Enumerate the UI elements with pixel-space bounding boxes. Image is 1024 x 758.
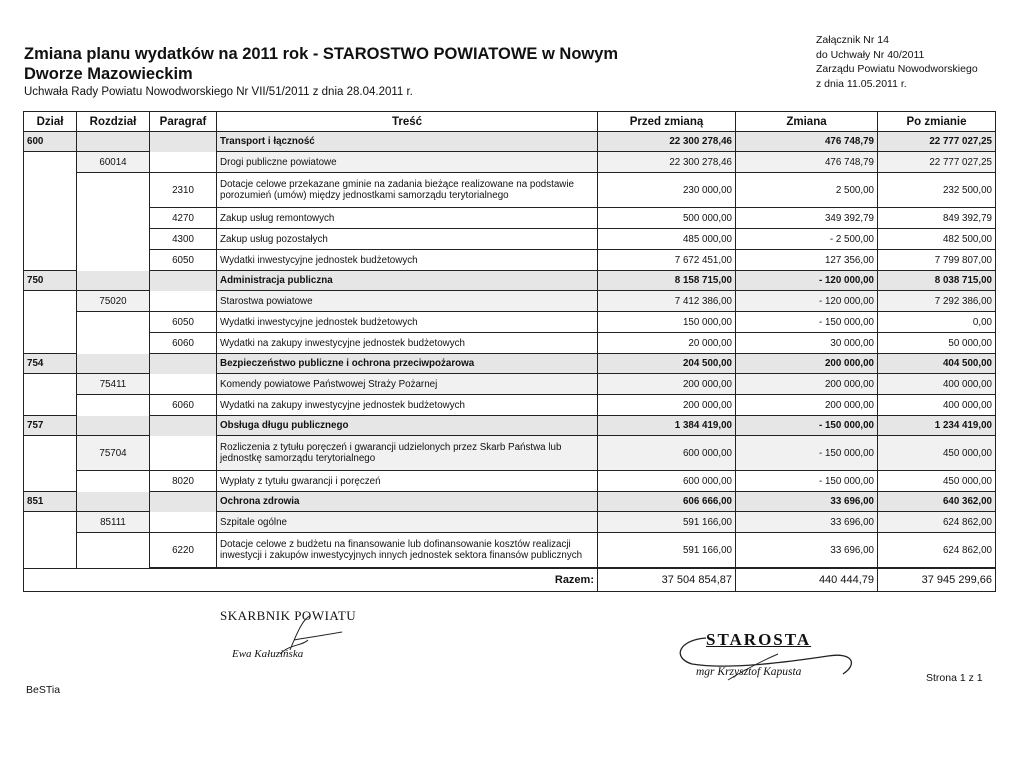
cell-rozdzial	[77, 492, 150, 512]
document-subtitle: Uchwała Rady Powiatu Nowodworskiego Nr VII/51/2011 z dnia 28.04.2011 r.	[24, 86, 413, 98]
cell-rozdzial: 60014	[77, 152, 150, 173]
cell-paragraf: 4270	[150, 208, 217, 229]
cell-tresc: Bezpieczeństwo publiczne i ochrona przeciwpożarowa	[217, 354, 598, 374]
cell-po: 400 000,00	[878, 395, 996, 416]
cell-paragraf	[150, 492, 217, 512]
annex-line: z dnia 11.05.2011 r.	[816, 77, 907, 90]
cell-dzial	[24, 374, 77, 395]
cell-po: 640 362,00	[878, 492, 996, 512]
column-header-po-zmianie: Po zmianie	[878, 112, 996, 132]
cell-zmiana: 33 696,00	[736, 512, 878, 533]
cell-dzial: 754	[24, 354, 77, 374]
table-row	[24, 492, 996, 512]
cell-tresc: Ochrona zdrowia	[217, 492, 598, 512]
cell-paragraf	[150, 436, 217, 471]
cell-przed: 600 000,00	[598, 471, 736, 492]
cell-przed: 20 000,00	[598, 333, 736, 354]
cell-po: 624 862,00	[878, 512, 996, 533]
cell-tresc: Transport i łączność	[217, 132, 598, 152]
cell-zmiana: 33 696,00	[736, 492, 878, 512]
cell-przed: 204 500,00	[598, 354, 736, 374]
cell-po: 482 500,00	[878, 229, 996, 250]
cell-rozdzial	[77, 250, 150, 271]
column-header-zmiana: Zmiana	[736, 112, 878, 132]
cell-paragraf: 6050	[150, 250, 217, 271]
cell-przed: 22 300 278,46	[598, 132, 736, 152]
table-row	[24, 374, 996, 395]
cell-paragraf	[150, 416, 217, 436]
cell-tresc: Administracja publiczna	[217, 271, 598, 291]
document-title: Zmiana planu wydatków na 2011 rok - STAROSTWO POWIATOWE w Nowym Dworze Mazowieckim	[24, 45, 619, 83]
cell-zmiana: 349 392,79	[736, 208, 878, 229]
annex-line: do Uchwały Nr 40/2011	[816, 48, 925, 61]
cell-paragraf: 6060	[150, 395, 217, 416]
column-header-paragraf: Paragraf	[150, 112, 217, 132]
cell-zmiana: 476 748,79	[736, 152, 878, 173]
cell-przed: 200 000,00	[598, 374, 736, 395]
cell-zmiana: 2 500,00	[736, 173, 878, 208]
cell-po: 0,00	[878, 312, 996, 333]
cell-rozdzial: 75020	[77, 291, 150, 312]
cell-paragraf: 4300	[150, 229, 217, 250]
cell-przed: 606 666,00	[598, 492, 736, 512]
cell-dzial	[24, 173, 77, 208]
table-row	[24, 173, 996, 208]
cell-przed: 8 158 715,00	[598, 271, 736, 291]
budget-table-body	[24, 132, 996, 568]
cell-zmiana: 476 748,79	[736, 132, 878, 152]
cell-tresc: Wydatki inwestycyjne jednostek budżetowych	[217, 250, 598, 271]
cell-paragraf	[150, 512, 217, 533]
table-row	[24, 208, 996, 229]
cell-rozdzial	[77, 312, 150, 333]
cell-zmiana: - 150 000,00	[736, 312, 878, 333]
cell-zmiana: - 150 000,00	[736, 416, 878, 436]
cell-dzial	[24, 395, 77, 416]
cell-po: 50 000,00	[878, 333, 996, 354]
table-row	[24, 436, 996, 471]
cell-rozdzial	[77, 173, 150, 208]
cell-tresc: Szpitale ogólne	[217, 512, 598, 533]
cell-zmiana: - 120 000,00	[736, 291, 878, 312]
table-row	[24, 152, 996, 173]
cell-po: 1 234 419,00	[878, 416, 996, 436]
cell-dzial	[24, 208, 77, 229]
cell-dzial	[24, 152, 77, 173]
cell-dzial	[24, 533, 77, 568]
cell-tresc: Zakup usług remontowych	[217, 208, 598, 229]
starost-signature	[668, 624, 868, 694]
starost-name: mgr Krzysztof Kapusta	[696, 666, 802, 678]
column-header-przed-zmiana: Przed zmianą	[598, 112, 736, 132]
cell-paragraf: 2310	[150, 173, 217, 208]
total-table	[23, 568, 996, 592]
cell-paragraf: 8020	[150, 471, 217, 492]
cell-po: 450 000,00	[878, 471, 996, 492]
table-row	[24, 312, 996, 333]
cell-dzial: 750	[24, 271, 77, 291]
cell-przed: 485 000,00	[598, 229, 736, 250]
cell-po: 404 500,00	[878, 354, 996, 374]
table-row	[24, 416, 996, 436]
cell-dzial	[24, 333, 77, 354]
cell-po: 400 000,00	[878, 374, 996, 395]
total-po: 37 945 299,66	[878, 569, 996, 592]
page-number: Strona 1 z 1	[926, 672, 983, 684]
cell-przed: 230 000,00	[598, 173, 736, 208]
treasurer-name: Ewa Kałuzińska	[232, 648, 304, 660]
cell-paragraf	[150, 271, 217, 291]
cell-rozdzial	[77, 229, 150, 250]
cell-rozdzial	[77, 471, 150, 492]
cell-rozdzial: 75704	[77, 436, 150, 471]
cell-paragraf	[150, 374, 217, 395]
table-row	[24, 533, 996, 568]
cell-przed: 591 166,00	[598, 512, 736, 533]
cell-rozdzial	[77, 208, 150, 229]
table-row	[24, 471, 996, 492]
budget-table	[23, 111, 996, 568]
cell-paragraf: 6060	[150, 333, 217, 354]
cell-przed: 7 412 386,00	[598, 291, 736, 312]
treasurer-stamp: SKARBNIK POWIATU	[220, 608, 357, 623]
table-row	[24, 229, 996, 250]
cell-tresc: Dotacje celowe z budżetu na finansowanie lub dofinansowanie kosztów realizacji inwestycji i zakupów inwestycyjnych innych jednostek sektora finansów publicznych	[217, 533, 598, 568]
table-row	[24, 333, 996, 354]
cell-dzial: 600	[24, 132, 77, 152]
cell-rozdzial	[77, 395, 150, 416]
table-row	[24, 271, 996, 291]
column-header-tresc: Treść	[217, 112, 598, 132]
cell-po: 624 862,00	[878, 533, 996, 568]
cell-tresc: Rozliczenia z tytułu poręczeń i gwarancji udzielonych przez Skarb Państwa lub jednostkę samorządu terytorialnego	[217, 436, 598, 471]
cell-tresc: Starostwa powiatowe	[217, 291, 598, 312]
cell-zmiana: 200 000,00	[736, 395, 878, 416]
annex-line: Zarządu Powiatu Nowodworskiego	[816, 63, 978, 75]
cell-zmiana: 30 000,00	[736, 333, 878, 354]
cell-przed: 200 000,00	[598, 395, 736, 416]
cell-rozdzial	[77, 354, 150, 374]
cell-przed: 150 000,00	[598, 312, 736, 333]
cell-rozdzial	[77, 333, 150, 354]
cell-zmiana: 127 356,00	[736, 250, 878, 271]
total-przed: 37 504 854,87	[598, 569, 736, 592]
cell-dzial	[24, 291, 77, 312]
cell-zmiana: - 150 000,00	[736, 436, 878, 471]
table-row	[24, 250, 996, 271]
starost-stamp: STAROSTA	[706, 630, 812, 649]
cell-dzial	[24, 471, 77, 492]
cell-po: 7 292 386,00	[878, 291, 996, 312]
cell-przed: 7 672 451,00	[598, 250, 736, 271]
cell-dzial	[24, 250, 77, 271]
cell-po: 849 392,79	[878, 208, 996, 229]
cell-przed: 500 000,00	[598, 208, 736, 229]
cell-po: 450 000,00	[878, 436, 996, 471]
total-row	[24, 569, 996, 592]
cell-dzial	[24, 229, 77, 250]
cell-zmiana: 33 696,00	[736, 533, 878, 568]
column-header-dzial: Dział	[24, 112, 77, 132]
table-row	[24, 512, 996, 533]
treasurer-signature	[220, 606, 400, 670]
cell-po: 22 777 027,25	[878, 132, 996, 152]
cell-zmiana: 200 000,00	[736, 354, 878, 374]
table-row	[24, 395, 996, 416]
annex-reference	[816, 33, 978, 91]
cell-przed: 1 384 419,00	[598, 416, 736, 436]
cell-zmiana: 200 000,00	[736, 374, 878, 395]
table-row	[24, 354, 996, 374]
cell-dzial: 757	[24, 416, 77, 436]
cell-rozdzial: 85111	[77, 512, 150, 533]
cell-paragraf: 6050	[150, 312, 217, 333]
cell-rozdzial	[77, 132, 150, 152]
cell-tresc: Wydatki na zakupy inwestycyjne jednostek budżetowych	[217, 333, 598, 354]
cell-po: 22 777 027,25	[878, 152, 996, 173]
cell-zmiana: - 120 000,00	[736, 271, 878, 291]
cell-zmiana: - 2 500,00	[736, 229, 878, 250]
cell-tresc: Dotacje celowe przekazane gminie na zadania bieżące realizowane na podstawie porozumień (umów) między jednostkami samorządu terytorialnego	[217, 173, 598, 208]
annex-line: Załącznik Nr 14	[816, 34, 889, 46]
cell-dzial	[24, 436, 77, 471]
cell-rozdzial	[77, 533, 150, 568]
cell-paragraf	[150, 291, 217, 312]
cell-rozdzial	[77, 416, 150, 436]
cell-po: 7 799 807,00	[878, 250, 996, 271]
cell-tresc: Obsługa długu publicznego	[217, 416, 598, 436]
cell-przed: 22 300 278,46	[598, 152, 736, 173]
cell-tresc: Wydatki inwestycyjne jednostek budżetowych	[217, 312, 598, 333]
cell-przed: 591 166,00	[598, 533, 736, 568]
cell-zmiana: - 150 000,00	[736, 471, 878, 492]
software-label: BeSTia	[26, 684, 61, 696]
cell-przed: 600 000,00	[598, 436, 736, 471]
cell-paragraf	[150, 354, 217, 374]
cell-dzial	[24, 512, 77, 533]
cell-dzial: 851	[24, 492, 77, 512]
cell-tresc: Drogi publiczne powiatowe	[217, 152, 598, 173]
cell-paragraf	[150, 132, 217, 152]
cell-tresc: Komendy powiatowe Państwowej Straży Pożarnej	[217, 374, 598, 395]
cell-paragraf	[150, 152, 217, 173]
cell-rozdzial: 75411	[77, 374, 150, 395]
cell-rozdzial	[77, 271, 150, 291]
cell-tresc: Wypłaty z tytułu gwarancji i poręczeń	[217, 471, 598, 492]
cell-tresc: Wydatki na zakupy inwestycyjne jednostek budżetowych	[217, 395, 598, 416]
table-row	[24, 291, 996, 312]
table-header-row	[24, 112, 996, 132]
table-row	[24, 132, 996, 152]
cell-tresc: Zakup usług pozostałych	[217, 229, 598, 250]
cell-po: 232 500,00	[878, 173, 996, 208]
column-header-rozdzial: Rozdział	[77, 112, 150, 132]
total-zmiana: 440 444,79	[736, 569, 878, 592]
cell-dzial	[24, 312, 77, 333]
cell-po: 8 038 715,00	[878, 271, 996, 291]
cell-paragraf: 6220	[150, 533, 217, 568]
total-label: Razem:	[24, 569, 598, 592]
